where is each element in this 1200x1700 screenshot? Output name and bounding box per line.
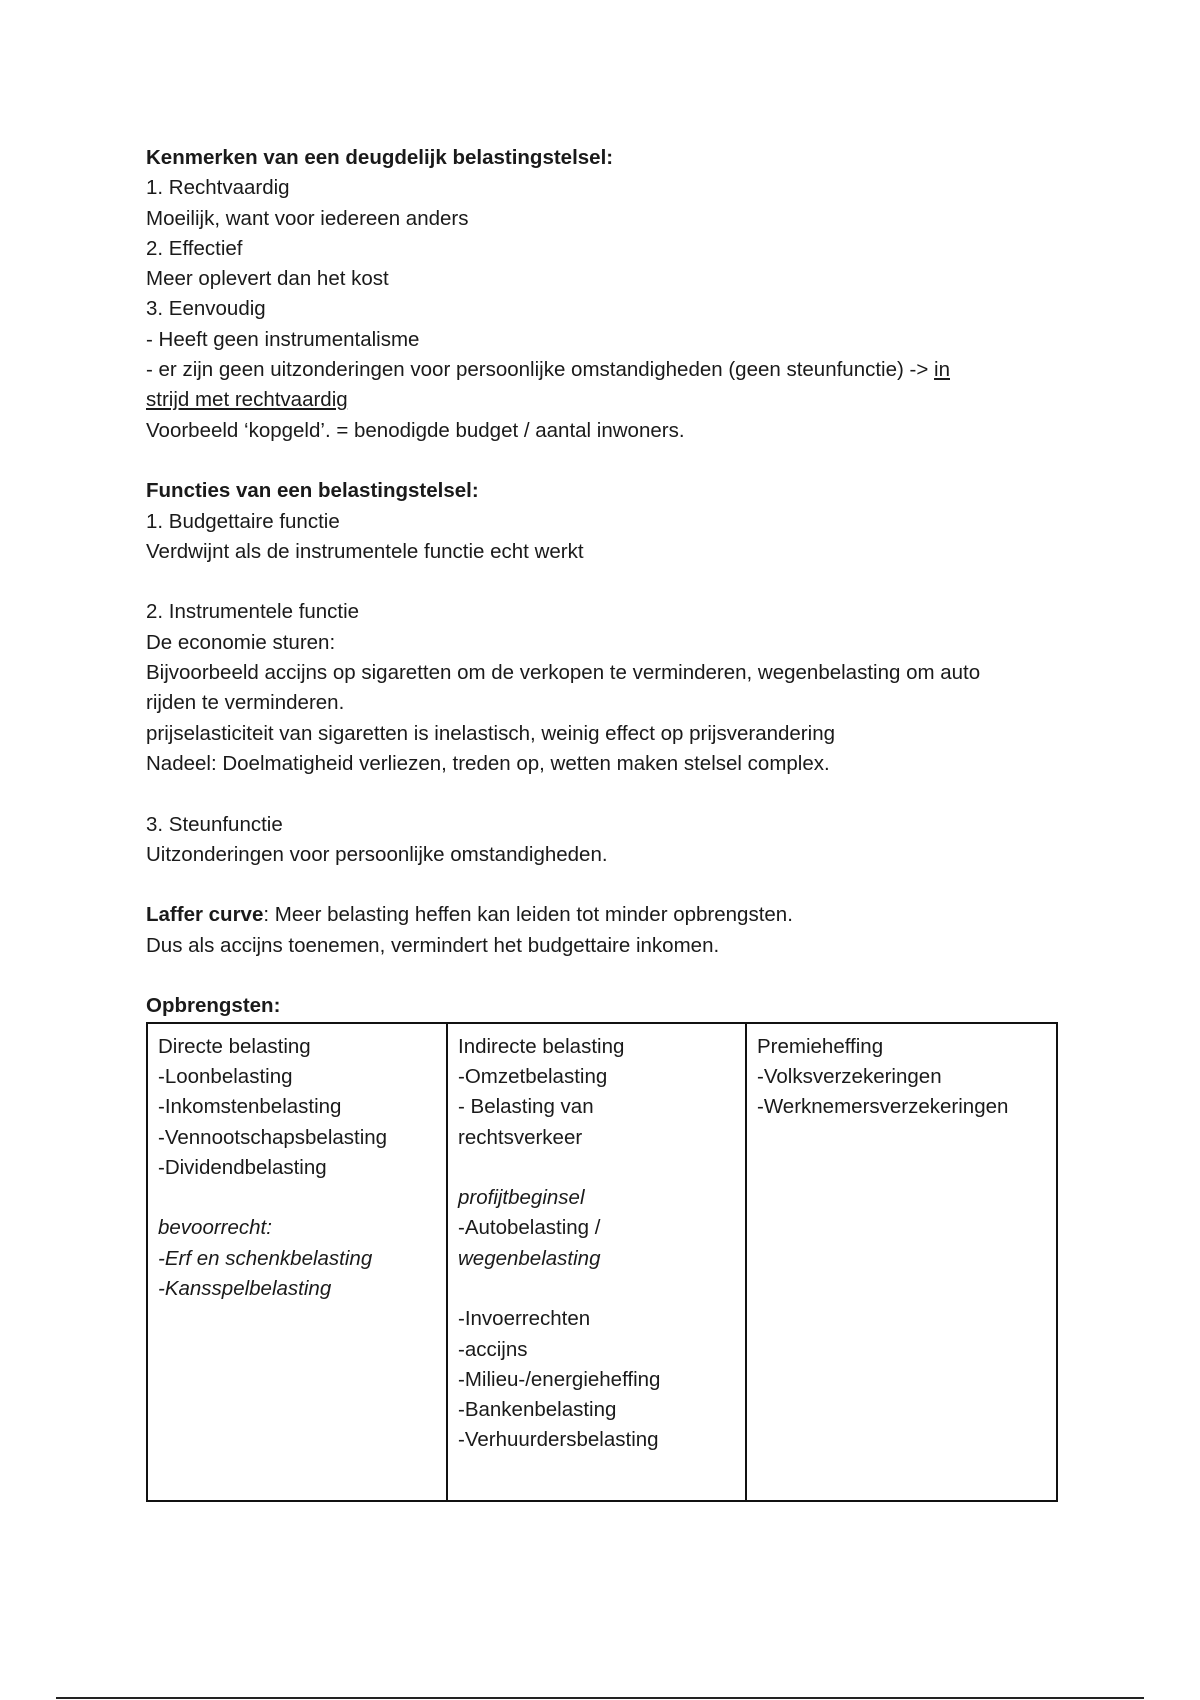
item-effectief-text: Meer oplevert dan het kost <box>146 267 389 291</box>
function-budgettaire-text: Verdwijnt als de instrumentele functie echt werkt <box>146 539 584 563</box>
list-item: rechtsverkeer <box>458 1125 583 1149</box>
function-instrumentele-title: 2. Instrumentele functie <box>146 600 360 624</box>
column-title-directe: Directe belasting <box>158 1034 311 1058</box>
function-instrumentele-line-5: Nadeel: Doelmatigheid verliezen, treden op, wetten maken stelsel complex. <box>146 751 830 775</box>
laffer-text: : Meer belasting heffen kan leiden tot minder opbrengsten. <box>263 903 793 927</box>
sub-heading-profijtbeginsel: profijtbeginsel <box>458 1186 585 1210</box>
table-cell-indirecte <box>447 1023 746 1501</box>
function-steun-text: Uitzonderingen voor persoonlijke omstandigheden. <box>146 842 608 866</box>
item-eenvoudig-point-1: - Heeft geen instrumentalisme <box>146 327 420 351</box>
list-item: -Erf en schenkbelasting <box>158 1246 373 1270</box>
item-eenvoudig-point-2-cont <box>146 385 1056 415</box>
section-heading-opbrengsten: Opbrengsten: <box>146 994 281 1018</box>
function-instrumentele-line-3: rijden te verminderen. <box>146 691 345 715</box>
item-rechtvaardig-text: Moeilijk, want voor iedereen anders <box>146 206 469 230</box>
list-item: - Belasting van <box>458 1095 594 1119</box>
section-heading-functies: Functies van een belastingstelsel: <box>146 479 479 503</box>
list-item: -Dividendbelasting <box>158 1155 327 1179</box>
function-steun-title: 3. Steunfunctie <box>146 812 283 836</box>
table-row <box>147 1023 1057 1501</box>
laffer-line-2: Dus als accijns toenemen, vermindert het budgettaire inkomen. <box>146 933 720 957</box>
page-bottom-divider <box>56 1697 1144 1699</box>
opbrengsten-table <box>146 1022 1058 1502</box>
laffer-term: Laffer curve <box>146 903 264 927</box>
list-item: -Milieu-/energieheffing <box>458 1367 661 1391</box>
list-item: -Autobelasting / <box>458 1216 601 1240</box>
list-item: -Bankenbelasting <box>458 1398 617 1422</box>
item-eenvoudig-title: 3. Eenvoudig <box>146 297 266 321</box>
list-item: -Invoerrechten <box>458 1307 591 1331</box>
column-title-indirecte: Indirecte belasting <box>458 1034 625 1058</box>
example-kopgeld: Voorbeeld ‘kopgeld’. = benodigde budget / aantal inwoners. <box>146 418 685 442</box>
list-item: -Volksverzekeringen <box>757 1064 942 1088</box>
document-page <box>146 143 1056 1502</box>
point-2-text: - er zijn geen uitzonderingen voor persoonlijke omstandigheden (geen steunfunctie) -> <box>146 358 935 382</box>
function-instrumentele-line-1: De economie sturen: <box>146 630 336 654</box>
item-rechtvaardig-title: 1. Rechtvaardig <box>146 176 290 200</box>
section-heading-kenmerken: Kenmerken van een deugdelijk belastingstelsel: <box>146 146 614 169</box>
list-item: -Werknemersverzekeringen <box>757 1095 1009 1119</box>
sub-heading-bevoorrecht: bevoorrecht: <box>158 1216 272 1240</box>
list-item: -Inkomstenbelasting <box>158 1095 342 1119</box>
function-instrumentele-line-2: Bijvoorbeeld accijns op sigaretten om de verkopen te verminderen, wegenbelasting om auto <box>146 661 981 685</box>
list-item: -accijns <box>458 1337 528 1361</box>
list-item: -Kansspelbelasting <box>158 1276 332 1300</box>
list-item: -Verhuurdersbelasting <box>458 1428 659 1452</box>
list-item: -Omzetbelasting <box>458 1064 608 1088</box>
function-budgettaire-title: 1. Budgettaire functie <box>146 509 340 533</box>
list-item: wegenbelasting <box>458 1246 601 1270</box>
item-eenvoudig-point-2 <box>146 355 1056 385</box>
point-2-underlined-start: in <box>934 358 950 382</box>
list-item: -Vennootschapsbelasting <box>158 1125 388 1149</box>
table-cell-directe <box>147 1023 447 1501</box>
function-instrumentele-line-4: prijselasticiteit van sigaretten is inelastisch, weinig effect op prijsverandering <box>146 721 835 745</box>
table-cell-premieheffing <box>746 1023 1057 1501</box>
point-2-underlined-end: strijd met rechtvaardig <box>146 388 348 412</box>
item-effectief-title: 2. Effectief <box>146 236 243 260</box>
list-item: -Loonbelasting <box>158 1064 293 1088</box>
laffer-line-1 <box>146 900 1056 930</box>
column-title-premieheffing: Premieheffing <box>757 1034 884 1058</box>
